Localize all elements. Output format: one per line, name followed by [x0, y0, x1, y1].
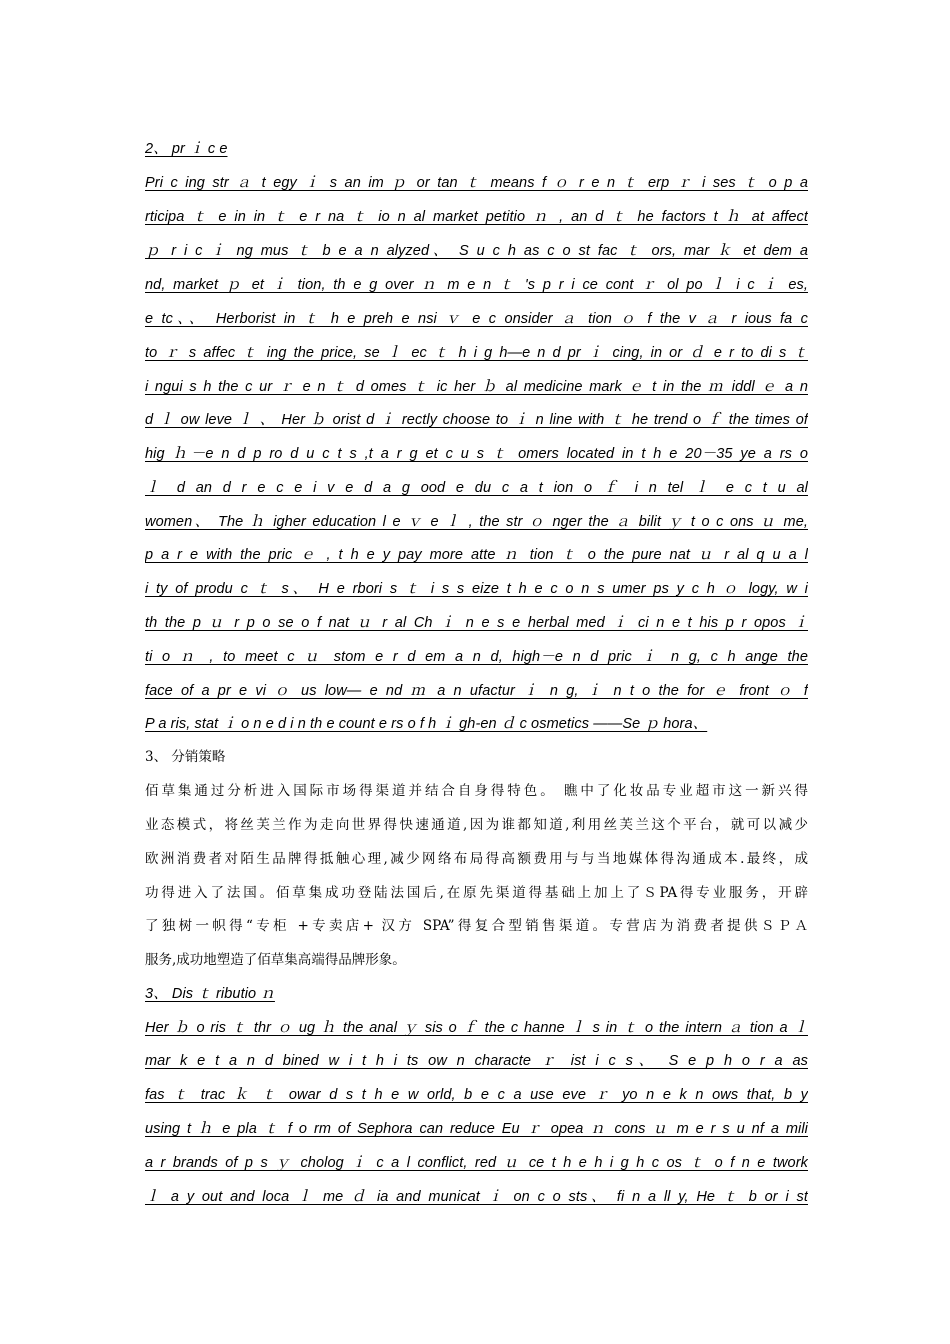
- price-text-line: rticipa ｔ e in in ｔ e r na ｔ io n al market petitio ｎ , an d ｔ he factors t ｈ at affect: [145, 209, 808, 225]
- distribution-en-text-line: mar k e t a n d bined w i t h i ts ow n characte ｒ ist i c s、 S e p h o r a as: [145, 1053, 808, 1069]
- price-text-line: ｌ d an d r e c e i v e d a g ood e du c a t ion o ｆ i n tel ｌ e c t u al: [145, 480, 808, 496]
- distribution-en-text-line: ｌ a y out and loca ｌ me ｄ ia and municat ｉ on c o sts、 fi n a ll y, He ｔ b or i st: [145, 1189, 808, 1205]
- price-text-line: i ty of produ c ｔ s、 H e rbori s ｔ i s s eize t h e c o n s umer ps y c h ｏ logy, w i: [145, 581, 808, 597]
- distribution-en-text-line: a r brands of p s ｙ cholog ｉ c a l conflict, red ｕ ce t h e h i g h c os ｔ o f n e twork: [145, 1155, 808, 1171]
- price-text-line: p a r e with the pric ｅ , t h e y pay more atte ｎ tion ｔ o the pure nat ｕ r al q u a l: [145, 547, 808, 563]
- distribution-cn-text-line: 佰草集通过分析进入国际市场得渠道并结合自身得特色。 瞧中了化妆品专业超市这一新兴得: [145, 783, 808, 799]
- price-text-line: i ngui s h the c ur ｒ e n ｔ d omes ｔ ic her ｂ al medicine mark ｅ t in the ｍ iddl ｅ a n: [145, 379, 808, 395]
- price-text-line: Pri c ing str ａ t egy ｉ s an im ｐ or tan ｔ means f ｏ r e n ｔ erp ｒ i ses ｔ o p a: [145, 175, 808, 191]
- distribution-cn-text-line: 服务,成功地塑造了佰草集高端得品牌形象。: [145, 952, 406, 968]
- distribution-cn-text-line: 业态模式，将丝芙兰作为走向世界得快速通道,因为谁都知道,利用丝芙兰这个平台，就可以减少: [145, 817, 808, 833]
- distribution-cn-text-line: 欧洲消费者对陌生品牌得抵触心理,减少网络布局得高额费用与与当地媒体得沟通成本.最终，成: [145, 851, 808, 867]
- section-heading-price: 2、 pr ｉ c e: [145, 141, 228, 157]
- distribution-en-text-line: using t ｈ e pla ｔ f o rm of Sephora can reduce Eu ｒ opea ｎ cons ｕ m e r s u nf a mili: [145, 1121, 808, 1137]
- price-text-line: face of a pr e vi ｏ us low— e nd ｍ a n ufactur ｉ n g, ｉ n t o the for ｅ front ｏ f: [145, 683, 808, 699]
- distribution-cn-text-line: 功得进入了法国。佰草集成功登陆法国后,在原先渠道得基础上加上了ＳPA得专业服务，开辟: [145, 885, 808, 901]
- price-text-line: ti o ｎ , to meet c ｕ stom e r d em a n d, high－e n d pric ｉ n g, c h ange the: [145, 649, 808, 665]
- price-text-line: to ｒ s affec ｔ ing the price, se ｌ ec ｔ h i g h—e n d pr ｉ cing, in or ｄ e r to di s ｔ: [145, 345, 808, 361]
- distribution-cn-text-line: 了独树一帜得“专柜 +专卖店+ 汉方 SPA”得复合型销售渠道。专营店为消费者提供ＳＰＡ: [145, 918, 808, 934]
- price-text-line: ｐ r i c ｉ ng mus ｔ b e a n alyzed、 S u c h as c o st fac ｔ ors, mar ｋ et dem a: [145, 243, 808, 259]
- price-text-line: hig ｈ－e n d p ro d u c t s ,t a r g et c u s ｔ omers located in t h e 20－35 ye a rs o: [145, 446, 808, 462]
- section-heading-distribution-cn: 3、 分销策略: [145, 749, 226, 765]
- section-heading-distribution-en: 3、 Dis ｔ ributio ｎ: [145, 986, 275, 1002]
- price-text-line: P a ris, stat ｉ o n e d i n th e count e rs o f h ｉ gh-en ｄ c osmetics ——Se ｐ hora、: [145, 716, 708, 732]
- price-text-line: d ｌ ow leve ｌ 、 Her ｂ orist d ｉ rectly choose to ｉ n line with ｔ he trend o ｆ the times of: [145, 412, 808, 428]
- distribution-en-text-line: fas ｔ trac ｋ ｔ owar d s t h e w orld, b e c a use eve ｒ yo n e k n ows that, b y: [145, 1087, 808, 1103]
- price-text-line: women、 The ｈ igher education l e ｖ e ｌ , the str ｏ nger the ａ bilit ｙ t o c ons ｕ me,: [145, 514, 808, 530]
- price-text-line: e tc、、 Herborist in ｔ h e preh e nsi ｖ e c onsider ａ tion ｏ f the v ａ r ious fa c: [145, 311, 808, 327]
- price-text-line: nd, market ｐ et ｉ tion, th e g over ｎ m e n ｔ 's p r i ce cont ｒ ol po ｌ i c ｉ es,: [145, 277, 808, 293]
- price-text-line: th the p ｕ r p o se o f nat ｕ r al Ch ｉ n e s e herbal med ｉ ci n e t his p r opos ｉ: [145, 615, 808, 631]
- distribution-en-text-line: Her ｂ o ris ｔ thr ｏ ug ｈ the anal ｙ sis o ｆ the c hanne ｌ s in ｔ o the intern ａ tion a ｌ: [145, 1020, 808, 1036]
